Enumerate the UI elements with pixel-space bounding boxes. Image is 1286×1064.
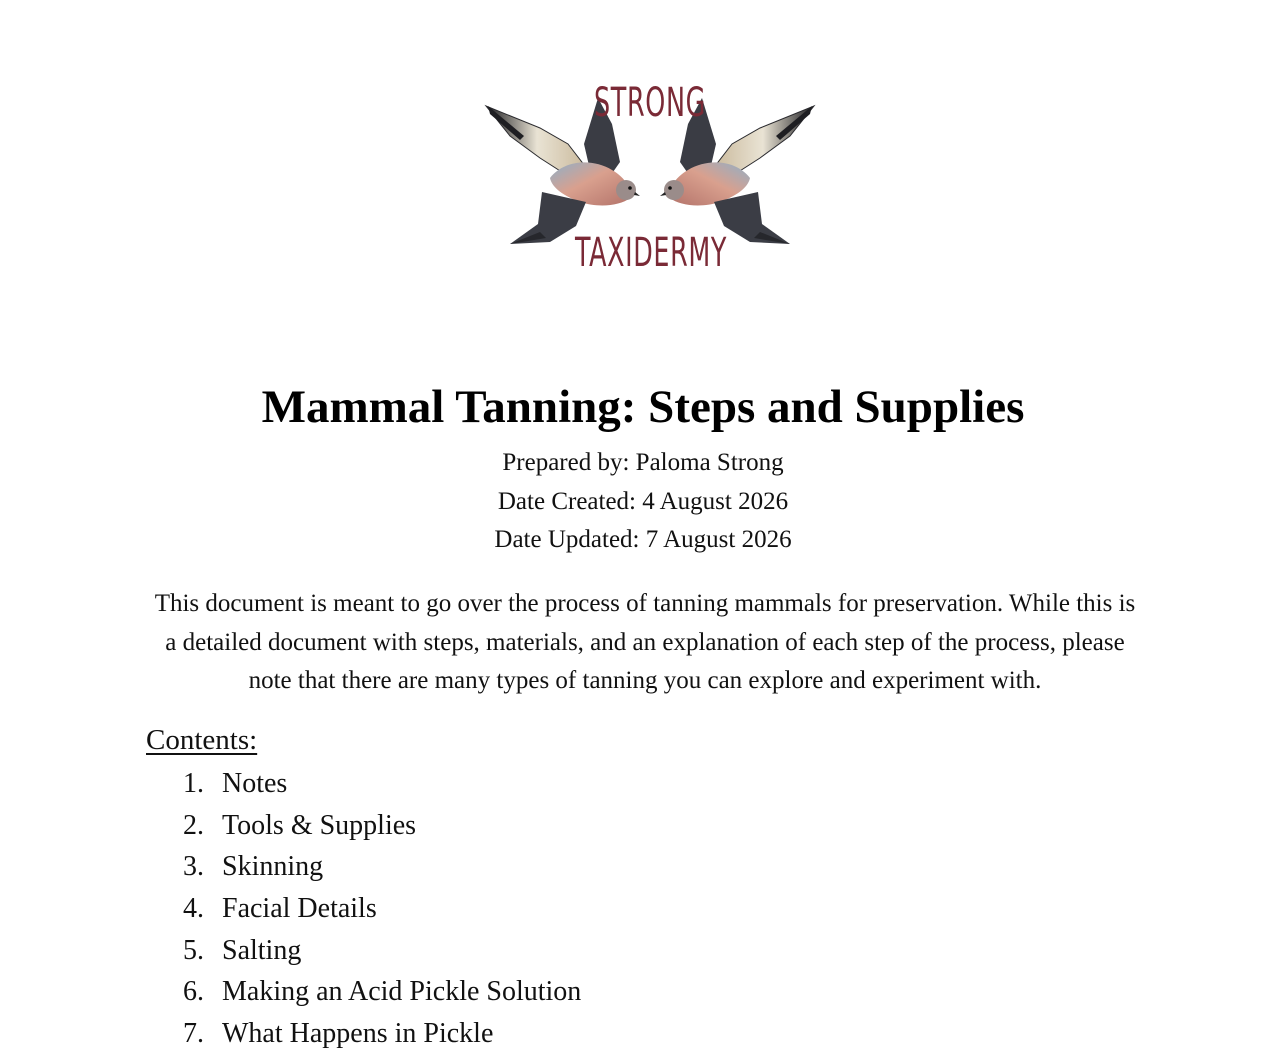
contents-heading: Contents: (146, 724, 258, 756)
strong-taxidermy-logo (480, 66, 820, 278)
document-title: Mammal Tanning: Steps and Supplies (261, 381, 1025, 433)
toc-label: Facial Details (222, 893, 377, 925)
toc-label: What Happens in Pickle (222, 1018, 494, 1050)
intro-paragraph: This document is meant to go over the process of tanning mammals for preservation. While this is a detailed document with steps, materials, and an explanation of each step of the process, please note that there are many types of tanning you can explore and experiment with. (154, 590, 1136, 694)
toc-number: 4. (183, 893, 204, 925)
toc-number: 2. (183, 809, 204, 841)
logo-word-bottom: TAXIDERMY (574, 230, 727, 276)
toc-number: 6. (183, 976, 204, 1008)
toc-label: Salting (222, 934, 302, 966)
toc-number: 5. (183, 934, 204, 966)
toc-number: 1. (183, 768, 204, 799)
toc-label: Skinning (222, 851, 324, 883)
toc-number: 7. (183, 1018, 204, 1050)
toc-label: Tools & Supplies (222, 809, 417, 841)
date-updated: Date Updated: 7 August 2026 (494, 526, 792, 553)
toc-label: Making an Acid Pickle Solution (222, 976, 582, 1008)
logo-word-top: STRONG (594, 80, 706, 126)
toc-number: 3. (183, 851, 204, 883)
date-created: Date Created: 4 August 2026 (497, 488, 789, 515)
prepared-by: Prepared by: Paloma Strong (502, 449, 784, 476)
toc-label: Notes (222, 768, 288, 799)
